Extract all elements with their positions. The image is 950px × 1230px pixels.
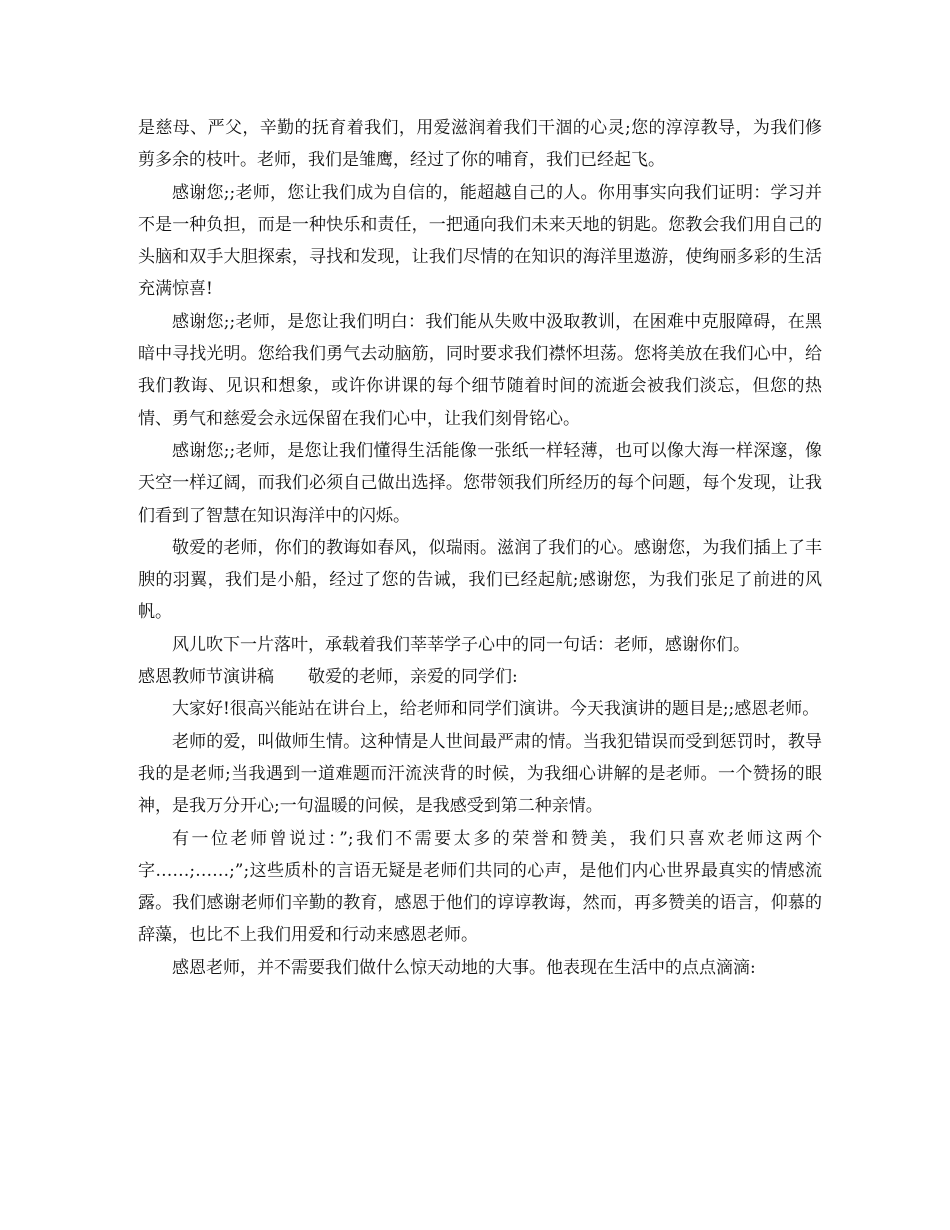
paragraph-7: 大家好!很高兴能站在讲台上，给老师和同学们演讲。今天我演讲的题目是;;感恩老师。 xyxy=(172,699,820,720)
paragraph-5: 敬爱的老师，你们的教诲如春风，似瑞雨。滋润了我们的心。感谢您，为我们插上了丰腴的羽翼，我们是小船，经过了您的告诫，我们已经起航;感谢您，为我们张足了前进的风帆。 xyxy=(138,537,822,623)
paragraph-6: 风儿吹下一片落叶，承载着我们莘莘学子心中的同一句话：老师，感谢你们。 xyxy=(172,634,750,655)
speech-title-line: 感恩教师节演讲稿 敬爱的老师，亲爱的同学们: xyxy=(138,667,518,688)
paragraph-1: 是慈母、严父，辛勤的抚育着我们，用爱滋润着我们干涸的心灵;您的淳淳教导，为我们修剪多余的枝叶。老师，我们是雏鹰，经过了你的哺育，我们已经起飞。 xyxy=(138,118,822,171)
paragraph-4: 感谢您;;老师，是您让我们懂得生活能像一张纸一样轻薄，也可以像大海一样深邃，像天空一样辽阔，而我们必须自己做出选择。您带领我们所经历的每个问题，每个发现，让我们看到了智慧在知识海洋中的闪烁。 xyxy=(138,440,822,526)
paragraph-3: 感谢您;;老师，是您让我们明白：我们能从失败中汲取教训，在困难中克服障碍，在黑暗中寻找光明。您给我们勇气去动脑筋，同时要求我们襟怀坦荡。您将美放在我们心中，给我们教诲、见识和想象，或许你讲课的每个细节随着时间的流逝会被我们淡忘，但您的热情、勇气和慈爱会永远保留在我们心中，让我们刻骨铭心。 xyxy=(138,311,822,429)
paragraph-8: 老师的爱，叫做师生情。这种情是人世间最严肃的情。当我犯错误而受到惩罚时，教导我的是老师;当我遇到一道难题而汗流浃背的时候，为我细心讲解的是老师。一个赞扬的眼神，是我万分开心;一句温暖的问候，是我感受到第二种亲情。 xyxy=(138,731,822,817)
document-body xyxy=(138,112,822,984)
paragraph-10: 感恩老师，并不需要我们做什么惊天动地的大事。他表现在生活中的点点滴滴: xyxy=(172,957,756,978)
paragraph-9: 有一位老师曾说过：”;我们不需要太多的荣誉和赞美，我们只喜欢老师这两个字……;……;”;这些质朴的言语无疑是老师们共同的心声，是他们内心世界最真实的情感流露。我们感谢老师们辛勤的教育，感恩于他们的谆谆教诲，然而，再多赞美的语言，仰慕的辞藻，也比不上我们用爱和行动来感恩老师。 xyxy=(138,828,822,946)
paragraph-2: 感谢您;;老师，您让我们成为自信的，能超越自己的人。你用事实向我们证明：学习并不是一种负担，而是一种快乐和责任，一把通向我们未来天地的钥匙。您教会我们用自己的头脑和双手大胆探索，寻找和发现，让我们尽情的在知识的海洋里遨游，使绚丽多彩的生活充满惊喜! xyxy=(138,182,822,300)
